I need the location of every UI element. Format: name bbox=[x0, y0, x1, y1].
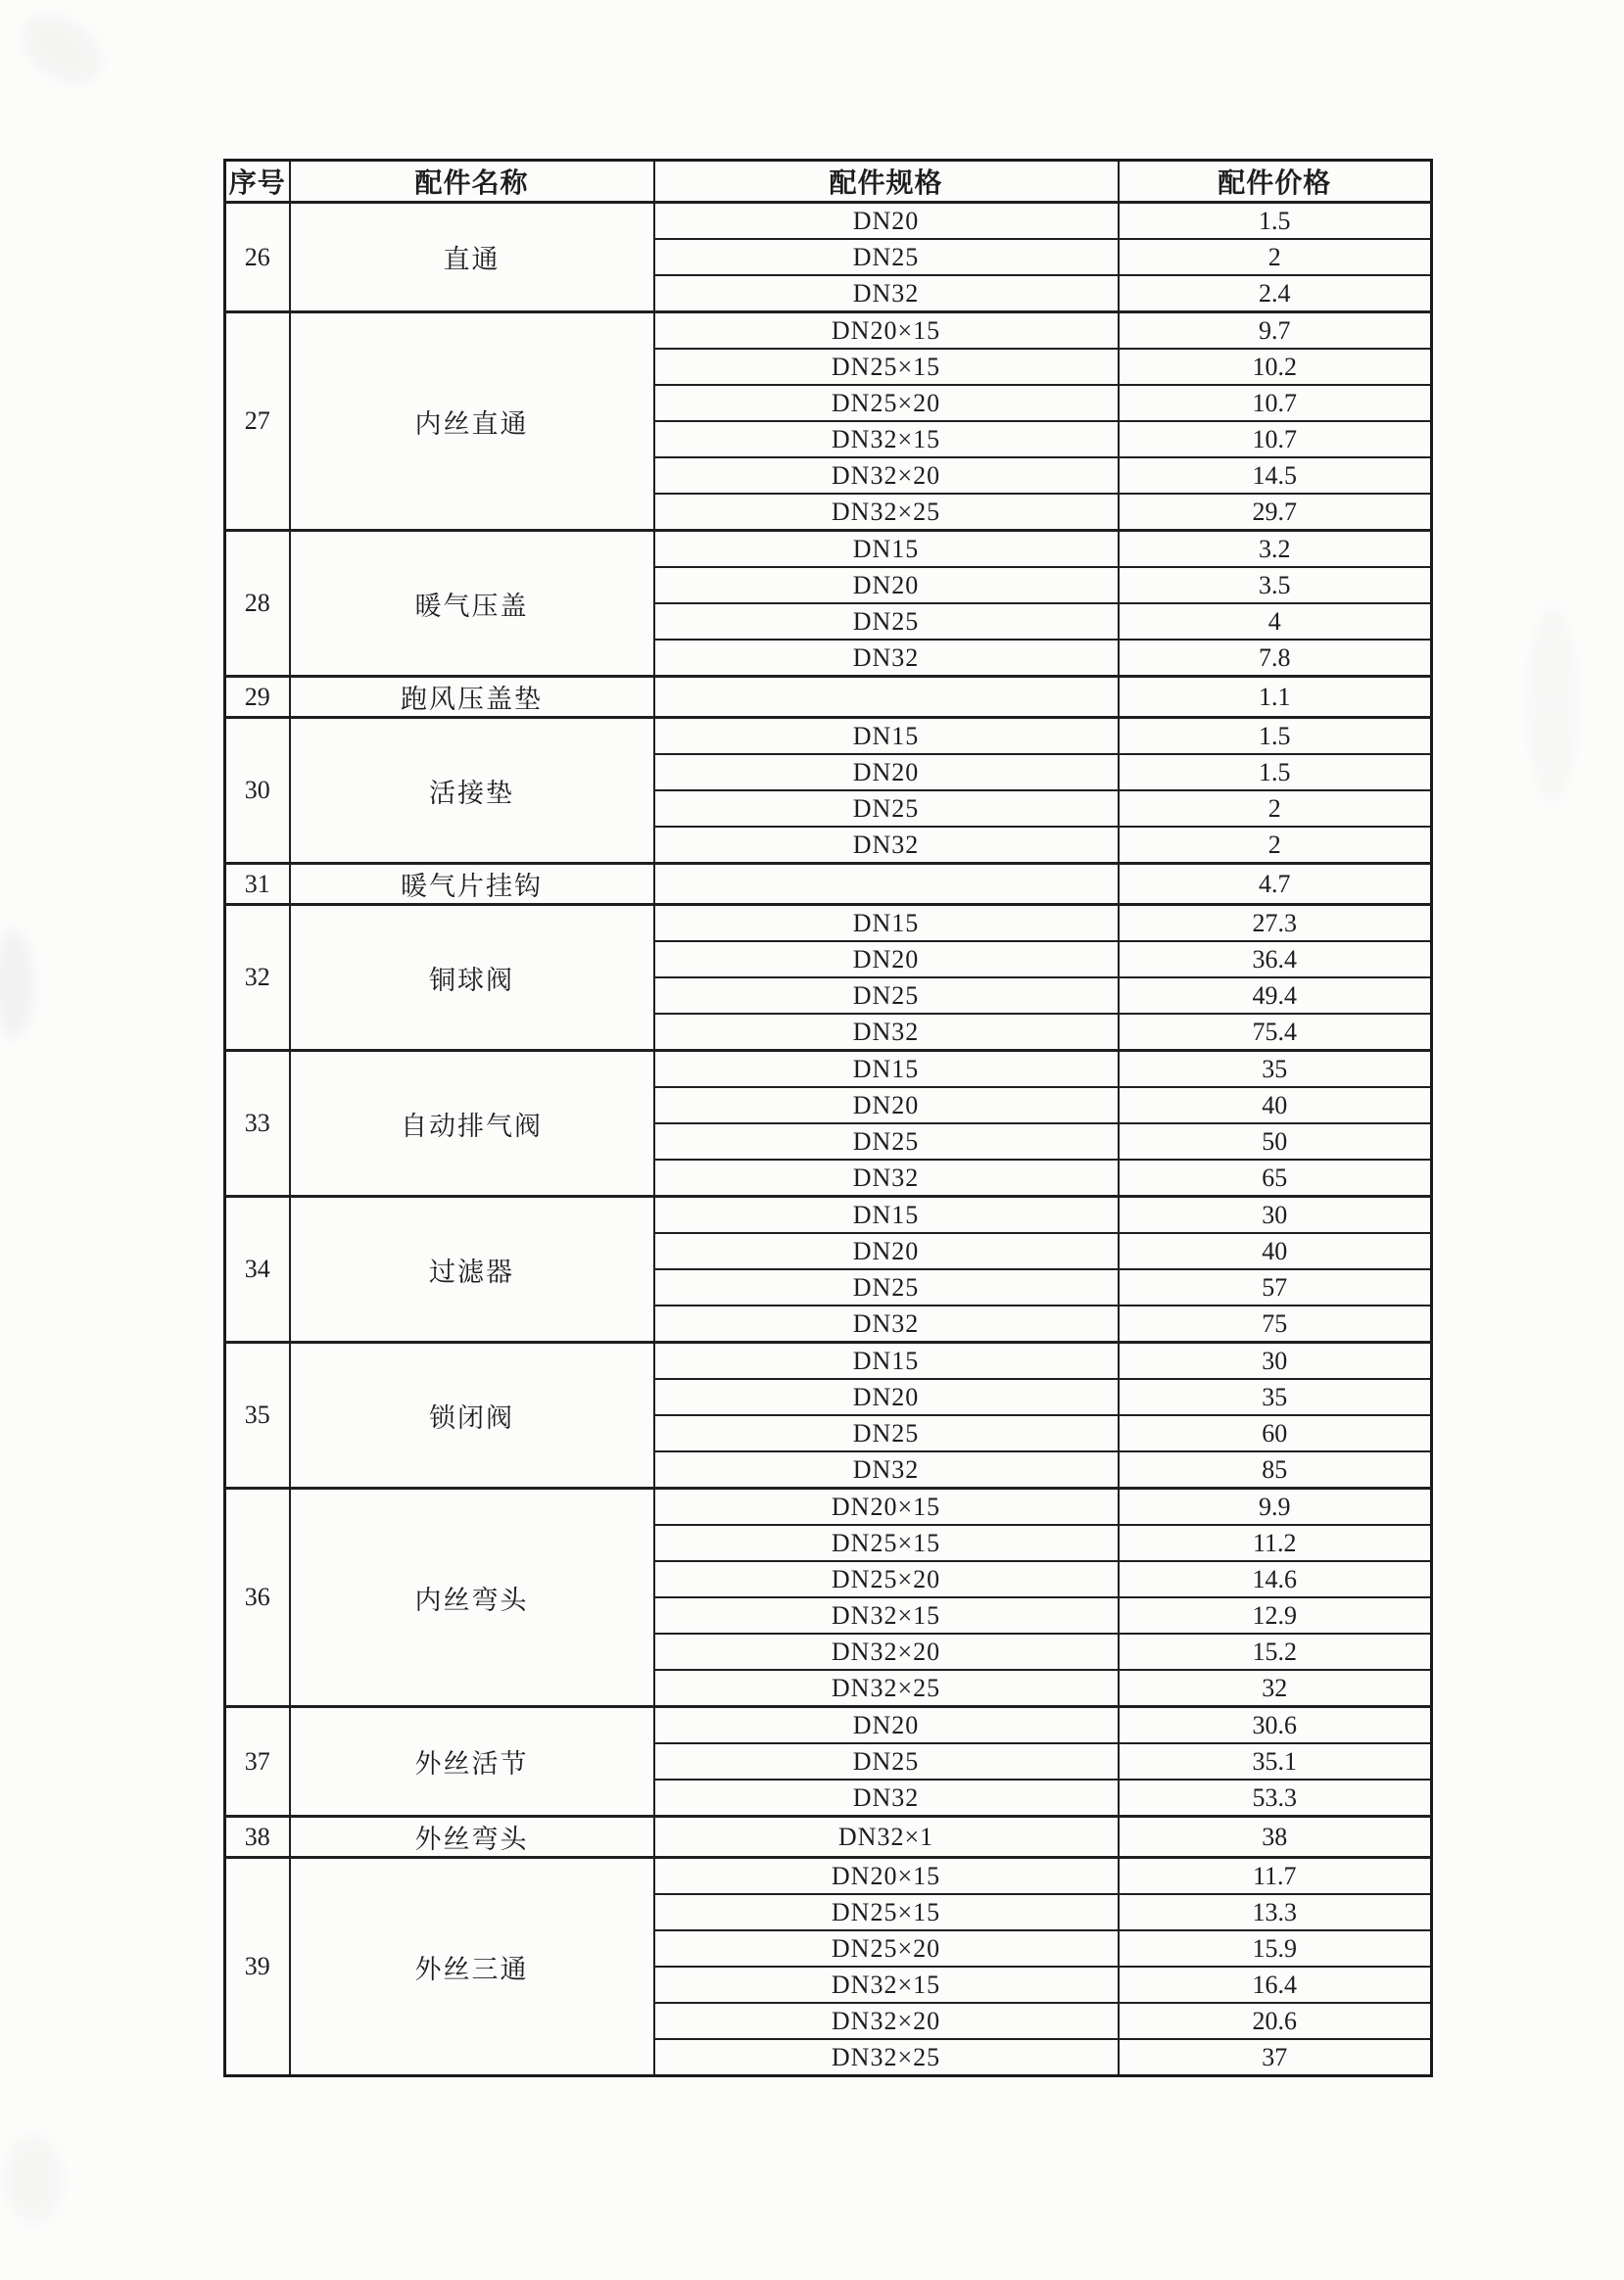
price-cell: 35.1 bbox=[1119, 1743, 1432, 1780]
header-serial-number: 序号 bbox=[225, 161, 290, 203]
price-cell: 37 bbox=[1119, 2039, 1432, 2076]
price-cell: 3.5 bbox=[1119, 567, 1432, 603]
scan-artifact bbox=[0, 930, 33, 1038]
spec-cell: DN32×25 bbox=[654, 494, 1119, 531]
spec-cell: DN32×15 bbox=[654, 1967, 1119, 2003]
table-row bbox=[225, 1197, 1432, 1234]
price-cell: 40 bbox=[1119, 1233, 1432, 1269]
spec-cell: DN20 bbox=[654, 1087, 1119, 1123]
spec-cell: DN25 bbox=[654, 603, 1119, 640]
price-cell: 13.3 bbox=[1119, 1894, 1432, 1930]
table-row bbox=[225, 1817, 1432, 1858]
price-cell: 35 bbox=[1119, 1051, 1432, 1088]
spec-cell: DN20 bbox=[654, 567, 1119, 603]
table-row bbox=[225, 1707, 1432, 1744]
spec-cell: DN20 bbox=[654, 203, 1119, 240]
price-cell: 38 bbox=[1119, 1817, 1432, 1858]
price-cell: 2.4 bbox=[1119, 275, 1432, 312]
table-row bbox=[225, 1858, 1432, 1895]
part-name-cell: 锁闭阀 bbox=[290, 1343, 654, 1489]
price-cell: 75 bbox=[1119, 1306, 1432, 1343]
price-cell: 12.9 bbox=[1119, 1597, 1432, 1634]
price-cell: 57 bbox=[1119, 1269, 1432, 1306]
spec-cell: DN25×15 bbox=[654, 349, 1119, 385]
spec-cell bbox=[654, 677, 1119, 718]
spec-cell: DN25 bbox=[654, 1269, 1119, 1306]
spec-cell: DN32×20 bbox=[654, 2003, 1119, 2039]
part-name-cell: 自动排气阀 bbox=[290, 1051, 654, 1197]
spec-cell: DN32 bbox=[654, 1451, 1119, 1489]
serial-number-cell: 29 bbox=[225, 677, 290, 718]
price-cell: 10.7 bbox=[1119, 385, 1432, 421]
part-name-cell: 过滤器 bbox=[290, 1197, 654, 1343]
spec-cell: DN32×25 bbox=[654, 1670, 1119, 1707]
spec-cell: DN20 bbox=[654, 754, 1119, 790]
price-cell: 36.4 bbox=[1119, 941, 1432, 977]
part-name-cell: 活接垫 bbox=[290, 718, 654, 864]
price-cell: 1.1 bbox=[1119, 677, 1432, 718]
part-name-cell: 跑风压盖垫 bbox=[290, 677, 654, 718]
spec-cell: DN25 bbox=[654, 1123, 1119, 1160]
scan-artifact bbox=[4, 2135, 63, 2223]
price-cell: 16.4 bbox=[1119, 1967, 1432, 2003]
spec-cell: DN32×1 bbox=[654, 1817, 1119, 1858]
spec-cell: DN32 bbox=[654, 275, 1119, 312]
spec-cell: DN32 bbox=[654, 827, 1119, 864]
price-cell: 40 bbox=[1119, 1087, 1432, 1123]
price-cell: 1.5 bbox=[1119, 203, 1432, 240]
table-header-row bbox=[225, 161, 1432, 203]
spec-cell: DN20×15 bbox=[654, 1489, 1119, 1526]
table-row bbox=[225, 677, 1432, 718]
spec-cell: DN25×20 bbox=[654, 385, 1119, 421]
price-cell: 2 bbox=[1119, 790, 1432, 827]
spec-cell: DN32×20 bbox=[654, 1634, 1119, 1670]
part-name-cell: 暖气片挂钩 bbox=[290, 864, 654, 905]
spec-cell: DN15 bbox=[654, 718, 1119, 755]
serial-number-cell: 27 bbox=[225, 312, 290, 531]
spec-cell: DN32×20 bbox=[654, 457, 1119, 494]
spec-cell: DN25×15 bbox=[654, 1894, 1119, 1930]
price-cell: 1.5 bbox=[1119, 754, 1432, 790]
price-cell: 15.2 bbox=[1119, 1634, 1432, 1670]
table-row bbox=[225, 718, 1432, 755]
header-part-spec: 配件规格 bbox=[654, 161, 1119, 203]
price-cell: 27.3 bbox=[1119, 905, 1432, 942]
table-row bbox=[225, 1343, 1432, 1380]
price-cell: 2 bbox=[1119, 239, 1432, 275]
spec-cell: DN32 bbox=[654, 1306, 1119, 1343]
table-row bbox=[225, 905, 1432, 942]
spec-cell: DN20×15 bbox=[654, 312, 1119, 350]
price-cell: 85 bbox=[1119, 1451, 1432, 1489]
part-name-cell: 内丝直通 bbox=[290, 312, 654, 531]
table-row bbox=[225, 531, 1432, 568]
price-cell: 2 bbox=[1119, 827, 1432, 864]
price-cell: 4.7 bbox=[1119, 864, 1432, 905]
spec-cell: DN25 bbox=[654, 1743, 1119, 1780]
header-part-price: 配件价格 bbox=[1119, 161, 1432, 203]
price-cell: 11.7 bbox=[1119, 1858, 1432, 1895]
part-name-cell: 暖气压盖 bbox=[290, 531, 654, 677]
serial-number-cell: 28 bbox=[225, 531, 290, 677]
price-cell: 1.5 bbox=[1119, 718, 1432, 755]
spec-cell: DN25×15 bbox=[654, 1525, 1119, 1561]
spec-cell: DN15 bbox=[654, 1197, 1119, 1234]
table-row bbox=[225, 203, 1432, 240]
spec-cell bbox=[654, 864, 1119, 905]
serial-number-cell: 38 bbox=[225, 1817, 290, 1858]
serial-number-cell: 36 bbox=[225, 1489, 290, 1707]
price-cell: 10.7 bbox=[1119, 421, 1432, 457]
price-cell: 30 bbox=[1119, 1343, 1432, 1380]
spec-cell: DN25 bbox=[654, 1415, 1119, 1451]
table-row bbox=[225, 1051, 1432, 1088]
spec-cell: DN32×15 bbox=[654, 421, 1119, 457]
spec-cell: DN15 bbox=[654, 1343, 1119, 1380]
serial-number-cell: 39 bbox=[225, 1858, 290, 2076]
price-cell: 10.2 bbox=[1119, 349, 1432, 385]
spec-cell: DN32 bbox=[654, 1160, 1119, 1197]
spec-cell: DN20×15 bbox=[654, 1858, 1119, 1895]
price-cell: 9.7 bbox=[1119, 312, 1432, 350]
serial-number-cell: 26 bbox=[225, 203, 290, 312]
serial-number-cell: 30 bbox=[225, 718, 290, 864]
serial-number-cell: 32 bbox=[225, 905, 290, 1051]
price-cell: 65 bbox=[1119, 1160, 1432, 1197]
serial-number-cell: 34 bbox=[225, 1197, 290, 1343]
price-cell: 14.5 bbox=[1119, 457, 1432, 494]
serial-number-cell: 31 bbox=[225, 864, 290, 905]
price-cell: 53.3 bbox=[1119, 1780, 1432, 1817]
spec-cell: DN25×20 bbox=[654, 1930, 1119, 1967]
spec-cell: DN20 bbox=[654, 1379, 1119, 1415]
price-cell: 32 bbox=[1119, 1670, 1432, 1707]
scan-artifact bbox=[9, 0, 115, 98]
price-cell: 30 bbox=[1119, 1197, 1432, 1234]
table-row bbox=[225, 864, 1432, 905]
spec-cell: DN25 bbox=[654, 977, 1119, 1014]
spec-cell: DN15 bbox=[654, 1051, 1119, 1088]
price-cell: 60 bbox=[1119, 1415, 1432, 1451]
spec-cell: DN20 bbox=[654, 941, 1119, 977]
header-part-name: 配件名称 bbox=[290, 161, 654, 203]
scan-artifact bbox=[1528, 607, 1577, 803]
spec-cell: DN32 bbox=[654, 1780, 1119, 1817]
price-cell: 3.2 bbox=[1119, 531, 1432, 568]
part-name-cell: 内丝弯头 bbox=[290, 1489, 654, 1707]
price-cell: 4 bbox=[1119, 603, 1432, 640]
price-cell: 35 bbox=[1119, 1379, 1432, 1415]
spec-cell: DN15 bbox=[654, 905, 1119, 942]
serial-number-cell: 35 bbox=[225, 1343, 290, 1489]
part-name-cell: 外丝三通 bbox=[290, 1858, 654, 2076]
table-row bbox=[225, 1489, 1432, 1526]
price-cell: 11.2 bbox=[1119, 1525, 1432, 1561]
price-cell: 75.4 bbox=[1119, 1014, 1432, 1051]
price-cell: 9.9 bbox=[1119, 1489, 1432, 1526]
price-cell: 29.7 bbox=[1119, 494, 1432, 531]
parts-price-table bbox=[223, 159, 1433, 2077]
spec-cell: DN32 bbox=[654, 640, 1119, 677]
price-cell: 30.6 bbox=[1119, 1707, 1432, 1744]
serial-number-cell: 33 bbox=[225, 1051, 290, 1197]
serial-number-cell: 37 bbox=[225, 1707, 290, 1817]
part-name-cell: 铜球阀 bbox=[290, 905, 654, 1051]
spec-cell: DN32×15 bbox=[654, 1597, 1119, 1634]
part-name-cell: 直通 bbox=[290, 203, 654, 312]
spec-cell: DN25 bbox=[654, 790, 1119, 827]
spec-cell: DN20 bbox=[654, 1707, 1119, 1744]
spec-cell: DN25 bbox=[654, 239, 1119, 275]
spec-cell: DN32×25 bbox=[654, 2039, 1119, 2076]
table-row bbox=[225, 312, 1432, 350]
part-name-cell: 外丝活节 bbox=[290, 1707, 654, 1817]
part-name-cell: 外丝弯头 bbox=[290, 1817, 654, 1858]
price-cell: 14.6 bbox=[1119, 1561, 1432, 1597]
spec-cell: DN20 bbox=[654, 1233, 1119, 1269]
spec-cell: DN32 bbox=[654, 1014, 1119, 1051]
spec-cell: DN25×20 bbox=[654, 1561, 1119, 1597]
price-cell: 15.9 bbox=[1119, 1930, 1432, 1967]
price-cell: 49.4 bbox=[1119, 977, 1432, 1014]
price-cell: 20.6 bbox=[1119, 2003, 1432, 2039]
price-cell: 7.8 bbox=[1119, 640, 1432, 677]
spec-cell: DN15 bbox=[654, 531, 1119, 568]
price-cell: 50 bbox=[1119, 1123, 1432, 1160]
